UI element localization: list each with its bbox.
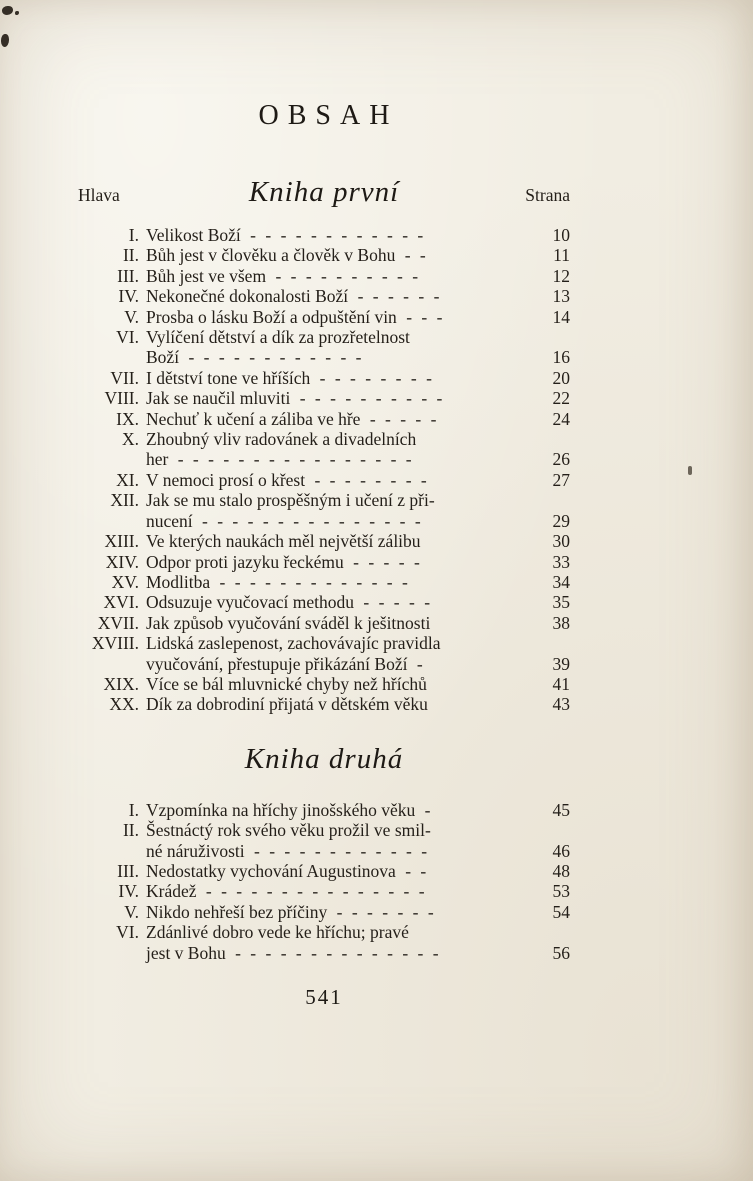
toc-entry-number: VI. [116,327,139,348]
toc-entry-number: XIX. [103,673,139,694]
toc-entry-title: V nemoci prosí o křest - - - - - - - - [146,469,427,490]
toc-entry-number: XIII. [104,531,139,552]
toc-entry-number: XVII. [97,612,139,633]
toc-entry-number: VII. [110,367,139,388]
toc-page-number: 26 [552,449,570,470]
toc-entry [78,800,570,820]
toc-page-number: 11 [553,245,570,266]
toc-entry [78,245,570,265]
toc-page-number: 33 [552,551,570,572]
toc-entry [78,694,570,714]
toc-page-number: 30 [552,531,570,552]
toc-sections [78,225,570,963]
toc-leader-dashes: - - - - - [343,551,420,572]
toc-leader-dashes: - - - - - [354,592,431,613]
toc-entry-title: Více se bál mluvnické chyby než hříchů [146,673,427,694]
toc-leader-dashes: - - - - - - - - [305,469,427,490]
toc-entry-title: Bůh jest ve všem - - - - - - - - - - [146,265,419,286]
toc-page-number: 35 [552,592,570,613]
ink-speck [1,34,9,47]
toc-entry-title: Ve kterých naukách měl největší zálibu [146,531,421,552]
toc-entry-number: V. [124,306,139,327]
ink-speck [15,11,19,15]
toc-entry-title: Modlitba - - - - - - - - - - - - - [146,571,408,592]
toc-leader-dashes: - - - - - - - - - - - - - - - [192,510,421,531]
toc-entry-number: XI. [116,469,139,490]
ink-speck [688,466,692,475]
toc-entry-title: Dík za dobrodiní přijatá v dětském věku [146,694,428,715]
toc-entry-number: IV. [118,881,139,902]
toc-entry-number: VI. [116,922,139,943]
toc-entry-number: IV. [118,286,139,307]
toc-entry [78,327,570,368]
toc-entry-number: XVI. [103,592,139,613]
toc-page-number: 54 [552,901,570,922]
toc-entry [78,368,570,388]
toc-entry-title: Zdánlivé dobro vede ke hříchu; pravé jest v Bohu - - - - - - - - - - - - - - [146,922,439,963]
toc-entry [78,613,570,633]
toc-entry [78,286,570,306]
toc-page-number: 24 [552,408,570,429]
toc-page-number: 13 [552,286,570,307]
toc-page-number: 20 [552,367,570,388]
toc-entry-number: I. [128,799,139,820]
toc-leader-dashes: - - - - - - - - - - - - [240,225,424,245]
toc-page-number: 10 [552,225,570,245]
toc-leader-dashes: - - - - - - - - - - - - [179,347,362,368]
toc-entry [78,470,570,490]
toc-entry [78,409,570,429]
toc-entry-title: Odpor proti jazyku řeckému - - - - - [146,551,420,572]
toc-page-number: 14 [552,306,570,327]
toc-page-number: 38 [552,612,570,633]
column-header-chapter: Hlava [78,185,120,205]
toc-entry-number: I. [128,225,139,245]
toc-entry-title: Jak způsob vyučování sváděl k ješitnosti [146,612,431,633]
toc-leader-dashes: - - - - - - - - - - - - - - [225,942,439,963]
toc-page-number: 56 [552,942,570,963]
toc-entry [78,902,570,922]
toc-entry-title: Vzpomínka na hříchy jinošského věku - [146,799,431,820]
toc-entry [78,225,570,245]
toc-entry-title: Odsuzuje vyučovací methodu - - - - - [146,592,431,613]
toc-entry [78,388,570,408]
toc-entry [78,572,570,592]
toc-entry-title: Velikost Boží - - - - - - - - - - - - [146,225,424,245]
toc-entry [78,552,570,572]
toc-entry [78,531,570,551]
toc-leader-dashes: - - - - - - - - - - [290,388,443,409]
toc-page-number: 39 [552,653,570,674]
column-header-page: Strana [525,185,570,205]
toc-page-number: 48 [552,860,570,881]
toc-page-number: 29 [552,510,570,531]
toc-page-number: 43 [552,694,570,715]
toc-entry-number: II. [122,820,139,841]
toc-entry [78,922,570,963]
toc-page-number: 53 [552,881,570,902]
toc-entry-title: Šestnáctý rok svého věku prožil ve smil- né náruživosti - - - - - - - - - - - - [146,820,431,861]
toc-entry [78,429,570,470]
toc-entry [78,633,570,674]
toc-leader-dashes: - - - - - - - - - - - - - [210,571,408,592]
toc-leader-dashes: - - - - - [360,408,437,429]
section-title-book-two: Kniha druhá [244,742,404,775]
toc-leader-dashes: - - - - - - [348,286,440,307]
toc-entry [78,592,570,612]
toc-leader-dashes: - - - - - - - [327,901,434,922]
toc-entry-title: Jak se mu stalo prospěšným i učení z při- nucení - - - - - - - - - - - - - - - [146,490,435,531]
toc-entry [78,820,570,861]
toc-leader-dashes: - - - - - - - - - - - - - - - - [168,449,412,470]
page-title: OBSAH [258,100,399,131]
toc-entry-number: XX. [109,694,139,715]
toc-entry-title: Krádež - - - - - - - - - - - - - - - [146,881,425,902]
toc-entry-number: IX. [116,408,139,429]
toc-entry [78,307,570,327]
toc-entry-title: Nedostatky vychování Augustinova - - [146,860,427,881]
toc-page-number: 46 [552,840,570,861]
toc-page-number: 22 [552,388,570,409]
toc-entry-title: Vylíčení dětství a dík za prozřetelnost Boží - - - - - - - - - - - - [146,327,410,368]
toc-entry-number: XIV. [105,551,139,572]
toc-entry-number: III. [117,265,139,286]
folio-page-number: 541 [305,985,343,1009]
toc-entry-title: Prosba o lásku Boží a odpuštění vin - - - [146,306,443,327]
toc-entry [78,674,570,694]
toc-entry-number: X. [121,429,139,450]
toc-leader-dashes: - [415,799,431,820]
toc-entry [78,266,570,286]
toc-leader-dashes: - - - [396,306,443,327]
toc-entry-title: Jak se naučil mluviti - - - - - - - - - - [146,388,443,409]
toc-page-number: 34 [552,571,570,592]
toc-entry-title: Nekonečné dokonalosti Boží - - - - - - [146,286,440,307]
page-content [78,100,570,1010]
toc-entry-number: II. [122,245,139,266]
toc-entry [78,881,570,901]
toc-page-number: 12 [552,265,570,286]
toc-leader-dashes: - - - - - - - - - - - - - - - [196,881,425,902]
toc-entry-number: V. [124,901,139,922]
toc-entry-number: XVIII. [91,633,139,654]
toc-entry-title: Nikdo nehřeší bez příčiny - - - - - - - [146,901,434,922]
toc-header [78,176,570,209]
toc-entry-number: III. [117,860,139,881]
toc-leader-dashes: - - - - - - - - - - [266,265,419,286]
section-title-book-one: Kniha první [248,176,400,208]
toc-leader-dashes: - - - - - - - - - - - - [244,840,428,861]
toc-entry-title: I dětství tone ve hříších - - - - - - - - [146,367,432,388]
toc-entry-number: XII. [110,490,139,511]
toc-page-number: 16 [552,347,570,368]
toc-entry [78,490,570,531]
toc-entry-title: Lidská zaslepenost, zachovávajíc pravidla vyučování, přestupuje přikázání Boží - [146,633,441,674]
toc-page-number: 41 [552,673,570,694]
toc-entry-title: Zhoubný vliv radovánek a divadelních her - - - - - - - - - - - - - - - - [146,429,417,470]
toc-entry [78,861,570,881]
toc-entry-title: Nechuť k učení a záliba ve hře - - - - - [146,408,437,429]
toc-leader-dashes: - - [395,860,427,881]
toc-leader-dashes: - - [395,245,426,266]
ink-speck [2,6,13,15]
toc-leader-dashes: - - - - - - - - [310,367,432,388]
toc-entry-number: XV. [111,571,139,592]
toc-entry-number: VIII. [104,388,139,409]
toc-page-number: 45 [552,799,570,820]
toc-page-number: 27 [552,469,570,490]
toc-entry-title: Bůh jest v člověku a člověk v Bohu - - [146,245,426,266]
toc-leader-dashes: - [407,653,423,674]
